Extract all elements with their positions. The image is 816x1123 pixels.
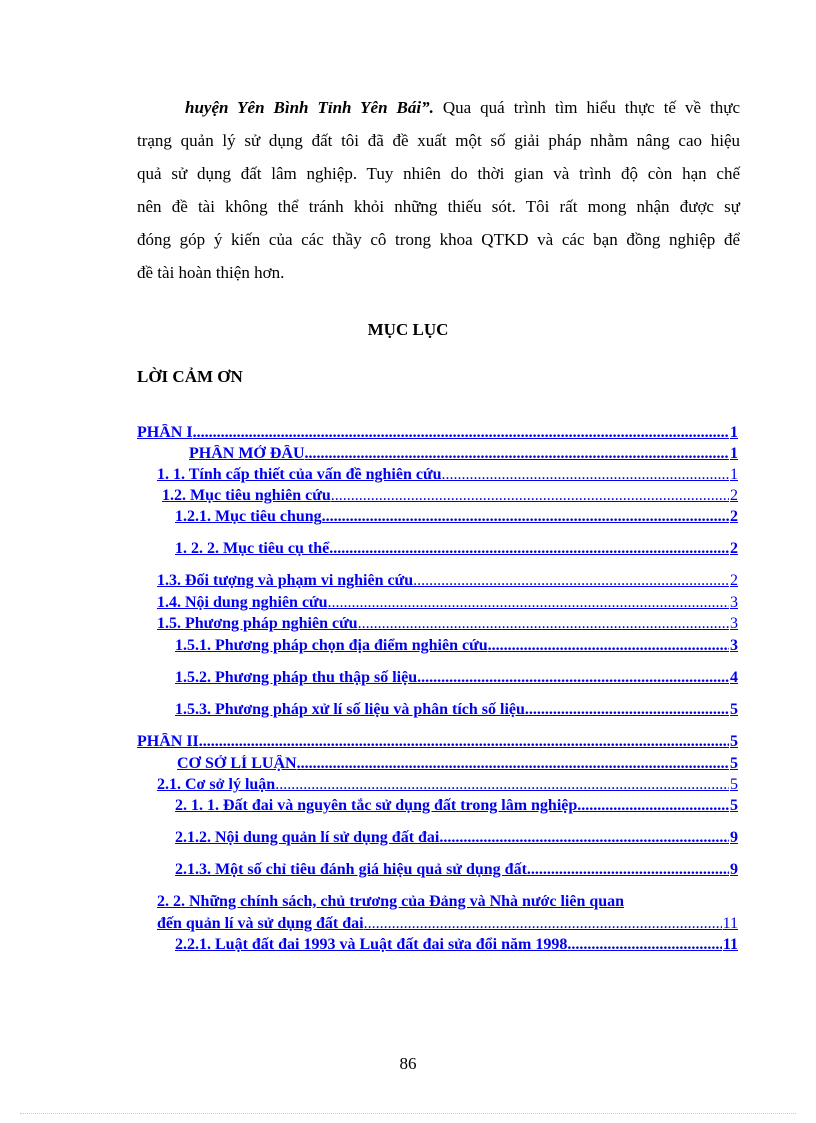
toc-page-number: 3 xyxy=(730,637,738,654)
toc-page-number: 5 xyxy=(730,797,738,814)
toc-leader-dots xyxy=(358,615,729,633)
toc-page-number: 3 xyxy=(730,594,738,611)
toc-leader-dots xyxy=(322,508,729,526)
toc-leader-dots xyxy=(331,487,729,505)
paragraph-line-5: đóng góp ý kiến của các thầy cô trong khoa QTKD và các bạn đồng nghiệp để xyxy=(137,230,740,249)
paragraph-line-6: đề tài hoàn thiện hơn. xyxy=(137,263,285,282)
toc-entry-text: CƠ SỞ LÍ LUẬN xyxy=(177,755,297,772)
toc-entry-1-1[interactable] xyxy=(157,466,738,484)
toc-entry-2-2[interactable] xyxy=(157,893,624,911)
toc-entry-1-5-3[interactable] xyxy=(175,701,738,719)
toc-entry-text: 1.2. Mục tiêu nghiên cứu xyxy=(162,487,331,504)
toc-entry-part-2[interactable] xyxy=(137,733,738,751)
toc-entry-text: 1.3. Đối tượng và phạm vi nghiên cứu xyxy=(157,572,414,589)
paragraph-line-2: trạng quản lý sử dụng đất tôi đã đề xuất một số giải pháp nhằm nâng cao hiệu xyxy=(137,131,740,150)
toc-page-number: 11 xyxy=(722,936,738,953)
toc-entry-text: 1.5.2. Phương pháp thu thập số liệu xyxy=(175,669,418,686)
toc-entry-text: 1.5.1. Phương pháp chọn địa điểm nghiên cứu xyxy=(175,637,488,654)
toc-entry-1-5-1[interactable] xyxy=(175,637,738,655)
toc-entry-1-5-2[interactable] xyxy=(175,669,738,687)
toc-entry-text: 1.5. Phương pháp nghiên cứu xyxy=(157,615,358,632)
page-number: 86 xyxy=(399,1054,417,1073)
toc-entry-text: 1.2.1. Mục tiêu chung xyxy=(175,508,322,525)
toc-title: MỤC LỤC xyxy=(367,320,449,339)
paragraph-text: Qua quá trình tìm hiểu thực tế về thực xyxy=(433,98,740,117)
toc-page-number: 5 xyxy=(730,776,738,793)
toc-entry-2-1-1[interactable] xyxy=(175,797,738,815)
toc-entry-1-2-1[interactable] xyxy=(175,508,738,526)
toc-entry-text: 1. 2. 2. Mục tiêu cụ thể xyxy=(175,540,330,557)
toc-page-number: 1 xyxy=(730,466,738,483)
toc-leader-dots xyxy=(527,861,729,879)
toc-entry-text: PHẦN MỞ ĐẦU xyxy=(189,445,305,462)
toc-page-number: 5 xyxy=(730,733,738,750)
toc-leader-dots xyxy=(364,915,722,933)
toc-entry-1-2[interactable] xyxy=(162,487,738,505)
toc-entry-text: 2.1.2. Nội dung quản lí sử dụng đất đai xyxy=(175,829,440,846)
toc-leader-dots xyxy=(577,797,729,815)
toc-page-number: 5 xyxy=(730,701,738,718)
toc-entry-2-1-2[interactable] xyxy=(175,829,738,847)
toc-page-number: 9 xyxy=(730,861,738,878)
toc-page-number: 9 xyxy=(730,829,738,846)
toc-page-number: 2 xyxy=(730,572,738,589)
toc-entry-2-1[interactable] xyxy=(157,776,738,794)
toc-leader-dots xyxy=(488,637,729,655)
toc-leader-dots xyxy=(441,466,729,484)
toc-entry-2-2-cont[interactable] xyxy=(157,915,738,933)
toc-entry-theory[interactable] xyxy=(137,755,738,773)
toc-leader-dots xyxy=(417,669,729,687)
toc-entry-text: PHẦN I xyxy=(137,424,193,441)
toc-page-number: 1 xyxy=(730,445,738,462)
toc-leader-dots xyxy=(305,445,729,463)
toc-entry-text: 2.2.1. Luật đất đai 1993 và Luật đất đai sửa đổi năm 1998 xyxy=(175,936,568,953)
toc-entry-2-2-1[interactable] xyxy=(175,936,738,954)
toc-entry-text: đến quản lí và sử dụng đất đai xyxy=(157,915,364,932)
toc-page-number: 3 xyxy=(730,615,738,632)
toc-entry-2-1-3[interactable] xyxy=(175,861,738,879)
toc-leader-dots xyxy=(329,540,729,558)
toc-entry-text: 2.1. Cơ sở lý luận xyxy=(157,776,276,793)
acknowledgement-heading: LỜI CẢM ƠN xyxy=(137,367,243,386)
toc-page-number: 11 xyxy=(722,915,738,932)
toc-entry-text: PHẦN II xyxy=(137,733,199,750)
toc-entry-text: 2. 2. Những chính sách, chủ trương của Đảng và Nhà nước liên quan xyxy=(157,893,625,910)
paragraph-line-3: quả sử dụng đất lâm nghiệp. Tuy nhiên do thời gian và trình độ còn hạn chế xyxy=(137,164,740,183)
toc-entry-text: 1.5.3. Phương pháp xử lí số liệu và phân tích số liệu xyxy=(175,701,525,718)
toc-leader-dots xyxy=(199,733,729,751)
toc-entry-text: 2.1.3. Một số chỉ tiêu đánh giá hiệu quả sử dụng đất xyxy=(175,861,527,878)
toc-entry-1-3[interactable] xyxy=(157,572,738,590)
toc-page-number: 2 xyxy=(730,508,738,525)
toc-entry-1-4[interactable] xyxy=(157,594,738,612)
toc-leader-dots xyxy=(525,701,729,719)
toc-entry-text: 1. 1. Tính cấp thiết của vấn đề nghiên cứu xyxy=(157,466,442,483)
toc-page-number: 2 xyxy=(730,487,738,504)
toc-entry-text: 2. 1. 1. Đất đai và nguyên tắc sử dụng đất trong lâm nghiệp xyxy=(175,797,578,814)
page-bottom-divider xyxy=(20,1113,796,1114)
intro-paragraph xyxy=(137,91,740,289)
project-title-emphasis: huyện Yên Bình Tỉnh Yên Bái”. xyxy=(185,98,434,117)
toc-entry-text: 1.4. Nội dung nghiên cứu xyxy=(157,594,328,611)
toc-leader-dots xyxy=(297,755,729,773)
toc-page-number: 5 xyxy=(730,755,738,772)
toc-leader-dots xyxy=(193,424,729,442)
toc-leader-dots xyxy=(567,936,722,954)
toc-leader-dots xyxy=(275,776,729,794)
paragraph-line-4: nên đề tài không thể tránh khỏi những thiếu sót. Tôi rất mong nhận được sự xyxy=(137,197,740,216)
toc-page-number: 1 xyxy=(730,424,738,441)
toc-page-number: 2 xyxy=(730,540,738,557)
toc-entry-1-2-2[interactable] xyxy=(175,540,738,558)
toc-entry-part-1[interactable] xyxy=(137,424,738,442)
paragraph-line-1 xyxy=(137,91,740,124)
toc-page-number: 4 xyxy=(730,669,738,686)
toc-leader-dots xyxy=(413,572,729,590)
toc-leader-dots xyxy=(328,594,729,612)
toc-entry-1-5[interactable] xyxy=(157,615,738,633)
toc-entry-introduction[interactable] xyxy=(137,445,738,463)
toc-leader-dots xyxy=(439,829,729,847)
